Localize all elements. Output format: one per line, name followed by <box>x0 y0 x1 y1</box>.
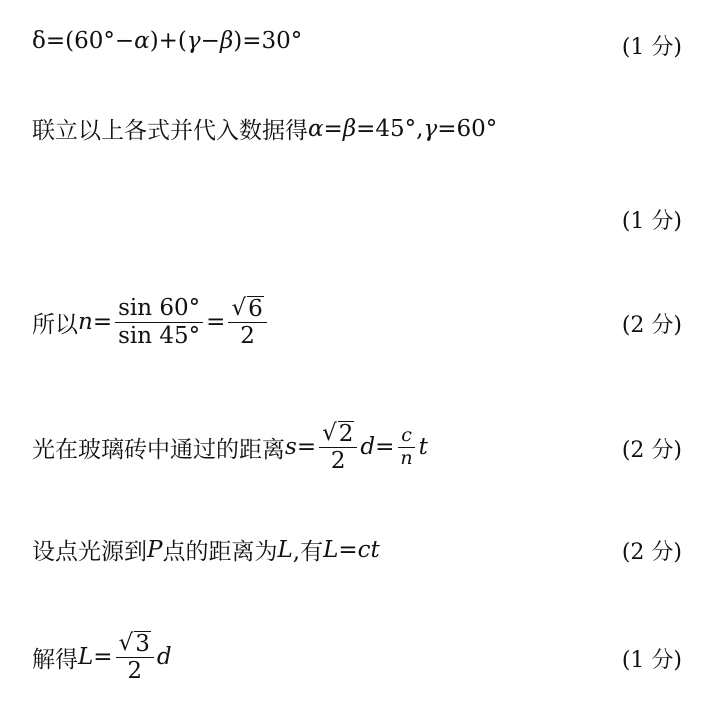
equation-L-ct <box>32 533 682 567</box>
sqrt-icon: √ <box>322 419 337 446</box>
s-eq2: = <box>375 434 395 460</box>
sqrt2-fraction <box>319 421 357 473</box>
s-prefix: 光在玻璃砖中通过的距离 <box>32 436 285 463</box>
eq1-beta: β <box>219 28 234 54</box>
L-var-2: L <box>323 536 339 563</box>
sqrt6-numerator: √ 6 <box>228 296 266 323</box>
s-var: s <box>285 434 297 460</box>
n-eq: = <box>92 309 113 335</box>
s-t: t <box>418 434 428 460</box>
n-prefix: 所以 <box>32 311 78 338</box>
L-var: L <box>277 536 293 563</box>
sqrt3-fraction <box>116 631 154 683</box>
c-numerator: c <box>398 426 415 448</box>
L-ct: ct <box>357 536 380 563</box>
score-2: (1 分) <box>621 209 682 234</box>
L-eq: = <box>338 536 358 563</box>
eq1-gamma: γ <box>186 28 201 54</box>
result-L: L <box>78 644 94 670</box>
c-over-n-fraction <box>397 423 415 469</box>
equation-L-result <box>32 625 682 689</box>
n-eq2: = <box>206 309 226 335</box>
sqrt-icon: √ <box>231 294 247 321</box>
eq1-part-0: δ=(60°− <box>32 28 135 54</box>
result-eq: = <box>93 644 113 670</box>
eq1-part-2: )+( <box>149 28 187 54</box>
equation-s <box>32 415 682 479</box>
sqrt6-denominator: 2 <box>240 323 255 349</box>
combine-60: =60° <box>437 115 498 142</box>
combine-text: 联立以上各式并代入数据得 <box>32 118 308 144</box>
score-6: (1 分) <box>621 648 682 673</box>
sqrt2-numerator: √ 2 <box>319 421 357 448</box>
eq1-part-4: − <box>200 28 220 54</box>
combine-gamma: γ <box>423 115 438 142</box>
sqrt3-numerator: √ 3 <box>116 631 154 658</box>
n-var: n <box>78 309 93 335</box>
L-text-4: ,有 <box>292 539 324 565</box>
L-text-0: 设点光源到 <box>32 539 147 565</box>
score-5: (2 分) <box>621 540 682 565</box>
combine-alpha: α <box>308 115 324 142</box>
sqrt2-denominator: 2 <box>330 448 346 474</box>
sin-numerator: sin 60° <box>115 296 203 322</box>
eq1-alpha: α <box>134 28 150 54</box>
score-line-2 <box>32 202 682 236</box>
L-P: P <box>147 536 163 563</box>
equation-delta <box>32 28 682 62</box>
sin-fraction <box>115 296 203 347</box>
score-3: (2 分) <box>621 313 682 338</box>
sqrt-icon: √ <box>118 629 134 656</box>
combine-eq: = <box>323 115 343 142</box>
result-d: d <box>156 644 172 670</box>
equation-n <box>32 290 682 354</box>
sqrt6-fraction <box>228 296 266 348</box>
combine-statement <box>32 112 682 146</box>
sin-denominator: sin 45° <box>118 322 201 349</box>
L-text-2: 点的距离为 <box>162 539 278 565</box>
s-d: d <box>360 434 376 460</box>
eq1-part-6: )=30° <box>233 28 303 54</box>
combine-45: =45°, <box>356 115 424 142</box>
combine-beta: β <box>342 115 357 142</box>
result-prefix: 解得 <box>32 646 78 673</box>
n-denominator: n <box>400 446 413 469</box>
score-4: (2 分) <box>621 438 682 463</box>
sqrt3-denominator: 2 <box>127 658 143 684</box>
s-eq: = <box>296 434 317 460</box>
score-1: (1 分) <box>621 35 682 60</box>
